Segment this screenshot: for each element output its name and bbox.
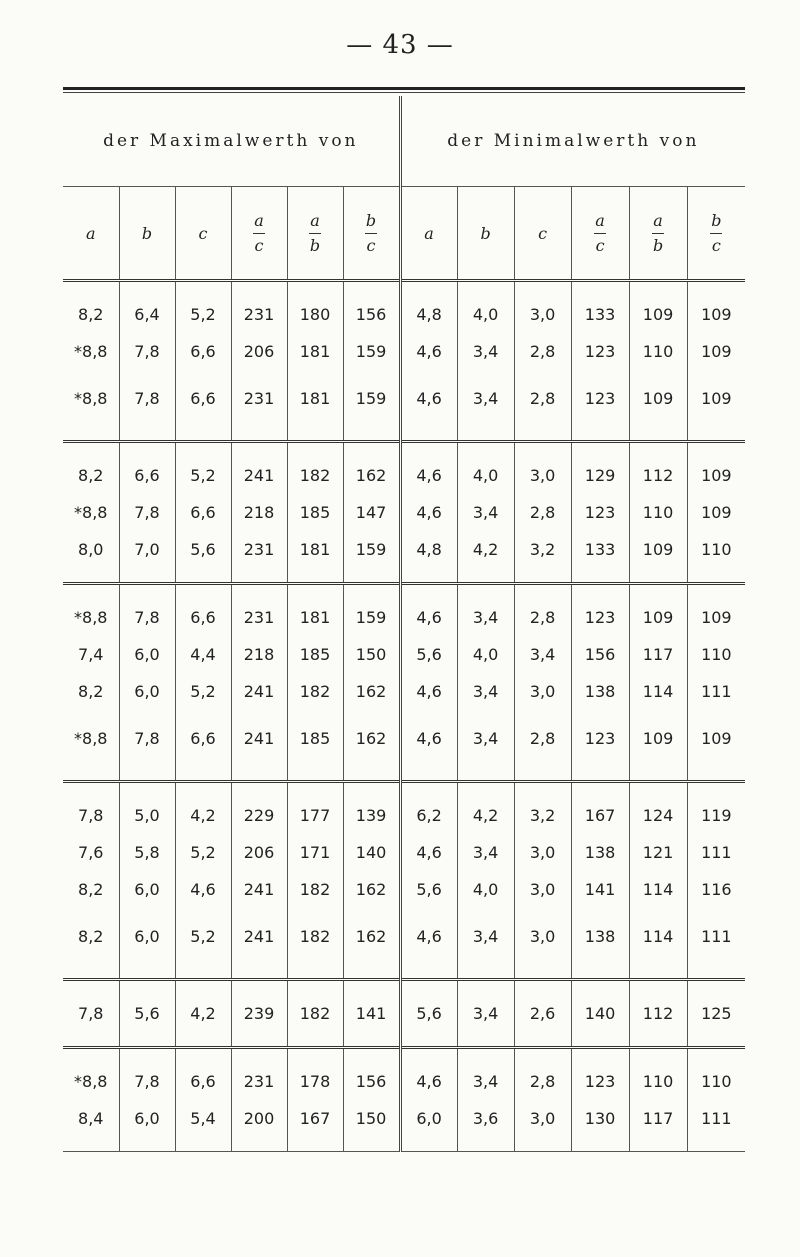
max-value-cell: 182 — [287, 673, 343, 710]
min-value-cell: 109 — [687, 442, 745, 495]
min-value-cell: 2,8 — [514, 1048, 571, 1101]
table-row — [63, 980, 745, 1048]
col-header-label: b — [141, 223, 153, 243]
min-value-cell: 109 — [629, 584, 687, 637]
fraction-numerator: b — [711, 210, 722, 230]
min-value-cell: 2,8 — [514, 494, 571, 531]
max-value-cell: 181 — [287, 333, 343, 370]
max-group-heading: der Maximalwerth von — [103, 131, 359, 151]
min-value-cell: 110 — [687, 1048, 745, 1101]
min-value-cell: 114 — [629, 871, 687, 908]
col-header-fraction — [253, 212, 265, 255]
min-value-cell: 4,6 — [400, 908, 457, 980]
min-value-cell: 111 — [687, 908, 745, 980]
min-value-cell: 112 — [629, 442, 687, 495]
max-value-cell: 5,6 — [175, 531, 231, 584]
max-value-cell: 8,4 — [78, 1109, 104, 1128]
max-value-cell: 218 — [231, 494, 287, 531]
max-value-cell: 139 — [343, 782, 400, 835]
min-value-cell: 3,2 — [514, 782, 571, 835]
min-value-cell: 3,4 — [457, 494, 514, 531]
min-value-cell: 2,6 — [514, 980, 571, 1048]
min-value-cell: 4,0 — [457, 871, 514, 908]
max-value-cell: 8,2 — [78, 926, 104, 946]
max-value-cell: 6,6 — [119, 442, 175, 495]
min-value-cell: 5,6 — [400, 980, 457, 1048]
max-value-cell: 4,2 — [175, 980, 231, 1048]
max-value-cell: 181 — [287, 531, 343, 584]
min-value-cell: 138 — [571, 834, 629, 871]
max-value-cell: 6,6 — [175, 710, 231, 782]
max-value-cell: 229 — [231, 782, 287, 835]
min-value-cell: 110 — [629, 333, 687, 370]
min-value-cell: 109 — [629, 370, 687, 442]
min-value-cell: 3,0 — [514, 442, 571, 495]
min-value-cell: 133 — [571, 281, 629, 334]
min-value-cell: 3,6 — [457, 1100, 514, 1152]
max-value-cell: 231 — [231, 531, 287, 584]
fraction-denominator: c — [711, 235, 721, 255]
max-value-cell: 206 — [231, 834, 287, 871]
min-value-cell: 6,2 — [400, 782, 457, 835]
min-value-cell: 4,6 — [400, 494, 457, 531]
max-col-header-4 — [287, 187, 343, 281]
max-value-cell: 241 — [231, 871, 287, 908]
max-value-cell: 150 — [343, 1100, 400, 1152]
row-group — [63, 1048, 745, 1152]
max-value-cell: *8,8 — [74, 1072, 108, 1091]
max-value-cell: 231 — [231, 584, 287, 637]
max-value-cell: 150 — [343, 636, 400, 673]
fraction-numerator: a — [254, 210, 264, 230]
max-value-cell: 206 — [231, 333, 287, 370]
table-row — [63, 673, 745, 710]
table-row — [63, 782, 745, 835]
max-value-cell: 162 — [343, 710, 400, 782]
min-value-cell: 4,6 — [400, 1048, 457, 1101]
min-value-cell: 2,8 — [514, 370, 571, 442]
min-col-header-5 — [687, 187, 745, 281]
min-value-cell: 3,4 — [457, 370, 514, 442]
min-value-cell: 114 — [629, 673, 687, 710]
max-value-cell: 159 — [343, 370, 400, 442]
min-value-cell: 3,0 — [514, 281, 571, 334]
min-value-cell: 6,0 — [400, 1100, 457, 1152]
min-value-cell: 138 — [571, 673, 629, 710]
min-value-cell: 3,4 — [457, 908, 514, 980]
min-value-cell: 3,4 — [457, 584, 514, 637]
min-value-cell: 2,8 — [514, 333, 571, 370]
max-value-cell: 156 — [343, 1048, 400, 1101]
min-value-cell: 117 — [629, 1100, 687, 1152]
table-row — [63, 281, 745, 334]
min-value-cell: 4,8 — [400, 281, 457, 334]
values-table — [63, 96, 745, 1152]
max-value-cell: 231 — [231, 281, 287, 334]
min-value-cell: 4,2 — [457, 782, 514, 835]
max-value-cell: 5,8 — [119, 834, 175, 871]
max-value-cell: 6,6 — [175, 1048, 231, 1101]
min-value-cell: 4,6 — [400, 710, 457, 782]
max-value-cell: 8,2 — [78, 466, 104, 485]
table-row — [63, 531, 745, 584]
min-value-cell: 109 — [629, 531, 687, 584]
fraction-numerator: a — [653, 210, 663, 230]
min-value-cell: 111 — [687, 673, 745, 710]
min-value-cell: 3,4 — [457, 333, 514, 370]
max-value-cell: 6,0 — [119, 871, 175, 908]
page-number: — 43 — — [346, 30, 454, 60]
max-value-cell: 5,2 — [175, 442, 231, 495]
max-value-cell: 162 — [343, 908, 400, 980]
min-value-cell: 110 — [629, 1048, 687, 1101]
min-value-cell: 3,2 — [514, 531, 571, 584]
max-value-cell: 6,4 — [119, 281, 175, 334]
max-value-cell: 5,2 — [175, 281, 231, 334]
table-row — [63, 442, 745, 495]
col-header-fraction — [710, 212, 722, 255]
min-value-cell: 130 — [571, 1100, 629, 1152]
max-value-cell: 5,2 — [175, 834, 231, 871]
col-header-label: a — [424, 223, 434, 243]
col-header-label: a — [85, 223, 96, 243]
max-value-cell: 7,6 — [78, 843, 104, 862]
col-header-fraction — [365, 212, 377, 255]
min-value-cell: 123 — [571, 370, 629, 442]
min-value-cell: 4,8 — [400, 531, 457, 584]
max-value-cell: 181 — [287, 370, 343, 442]
min-value-cell: 109 — [687, 584, 745, 637]
top-rule — [63, 87, 745, 90]
max-value-cell: 7,8 — [119, 370, 175, 442]
max-value-cell: *8,8 — [74, 342, 108, 361]
min-value-cell: 123 — [571, 584, 629, 637]
min-value-cell: 109 — [629, 281, 687, 334]
max-value-cell: 6,0 — [119, 673, 175, 710]
min-value-cell: 156 — [571, 636, 629, 673]
col-header-fraction — [652, 212, 664, 255]
min-value-cell: 121 — [629, 834, 687, 871]
max-value-cell: 178 — [287, 1048, 343, 1101]
max-col-header-5 — [343, 187, 400, 281]
min-value-cell: 116 — [687, 871, 745, 908]
min-value-cell: 4,6 — [400, 584, 457, 637]
min-col-header-1 — [457, 187, 514, 281]
min-col-header-2 — [514, 187, 571, 281]
max-value-cell: 7,8 — [119, 710, 175, 782]
min-value-cell: 4,6 — [400, 370, 457, 442]
max-value-cell: 5,2 — [175, 673, 231, 710]
table-row — [63, 584, 745, 637]
max-value-cell: 6,6 — [175, 584, 231, 637]
max-value-cell: 159 — [343, 333, 400, 370]
min-value-cell: 110 — [687, 531, 745, 584]
max-value-cell: 185 — [287, 636, 343, 673]
fraction-denominator: b — [652, 235, 664, 255]
fraction-denominator: c — [254, 235, 264, 255]
fraction-denominator: c — [595, 235, 605, 255]
max-value-cell: 185 — [287, 710, 343, 782]
max-value-cell: 7,8 — [78, 806, 104, 825]
min-value-cell: 4,6 — [400, 834, 457, 871]
max-value-cell: 7,4 — [78, 645, 104, 664]
max-value-cell: 167 — [287, 1100, 343, 1152]
min-value-cell: 4,6 — [400, 333, 457, 370]
max-value-cell: 4,2 — [175, 782, 231, 835]
max-value-cell: 218 — [231, 636, 287, 673]
min-value-cell: 4,0 — [457, 281, 514, 334]
max-col-header-2 — [175, 187, 231, 281]
min-value-cell: 4,6 — [400, 673, 457, 710]
max-value-cell: 7,8 — [119, 494, 175, 531]
top-rule-thin — [63, 92, 745, 93]
min-col-header-0 — [400, 187, 457, 281]
min-value-cell: 125 — [687, 980, 745, 1048]
col-header-label: c — [538, 223, 548, 243]
row-group — [63, 782, 745, 980]
min-col-header-4 — [629, 187, 687, 281]
max-value-cell: 182 — [287, 442, 343, 495]
min-value-cell: 109 — [687, 281, 745, 334]
min-value-cell: 123 — [571, 710, 629, 782]
min-value-cell: 111 — [687, 834, 745, 871]
fraction-bar — [309, 233, 321, 234]
max-value-cell: 6,0 — [119, 636, 175, 673]
max-value-cell: 241 — [231, 673, 287, 710]
max-value-cell: 185 — [287, 494, 343, 531]
max-col-header-1 — [119, 187, 175, 281]
max-value-cell: 8,2 — [78, 305, 104, 324]
table-row — [63, 1048, 745, 1101]
max-value-cell: 147 — [343, 494, 400, 531]
min-value-cell: 141 — [571, 871, 629, 908]
table-row — [63, 494, 745, 531]
min-value-cell: 3,0 — [514, 908, 571, 980]
min-value-cell: 3,0 — [514, 1100, 571, 1152]
col-header-fraction — [309, 212, 321, 255]
max-value-cell: 4,6 — [175, 871, 231, 908]
min-value-cell: 138 — [571, 908, 629, 980]
fraction-numerator: b — [365, 210, 377, 230]
table-row — [63, 871, 745, 908]
min-value-cell: 3,0 — [514, 834, 571, 871]
max-value-cell: 182 — [287, 980, 343, 1048]
max-value-cell: 7,8 — [119, 1048, 175, 1101]
min-value-cell: 5,6 — [400, 871, 457, 908]
max-value-cell: 171 — [287, 834, 343, 871]
max-value-cell: 5,6 — [119, 980, 175, 1048]
min-value-cell: 2,8 — [514, 584, 571, 637]
max-value-cell: 181 — [287, 584, 343, 637]
table-row — [63, 710, 745, 782]
table-row — [63, 908, 745, 980]
max-value-cell: 156 — [343, 281, 400, 334]
max-value-cell: 162 — [343, 442, 400, 495]
table-row — [63, 636, 745, 673]
max-value-cell: 241 — [231, 442, 287, 495]
max-value-cell: 7,0 — [119, 531, 175, 584]
min-value-cell: 167 — [571, 782, 629, 835]
max-value-cell: 162 — [343, 673, 400, 710]
max-value-cell: *8,8 — [74, 503, 108, 522]
fraction-denominator: c — [366, 235, 376, 255]
max-col-header-0 — [63, 187, 119, 281]
row-group — [63, 281, 745, 442]
min-value-cell: 123 — [571, 494, 629, 531]
max-value-cell: 182 — [287, 908, 343, 980]
fraction-bar — [652, 233, 664, 234]
max-value-cell: 200 — [231, 1100, 287, 1152]
min-value-cell: 110 — [629, 494, 687, 531]
max-col-header-3 — [231, 187, 287, 281]
min-value-cell: 2,8 — [514, 710, 571, 782]
min-value-cell: 3,4 — [457, 710, 514, 782]
max-value-cell: 182 — [287, 871, 343, 908]
min-value-cell: 3,4 — [514, 636, 571, 673]
max-value-cell: 6,6 — [175, 494, 231, 531]
min-value-cell: 3,4 — [457, 1048, 514, 1101]
min-value-cell: 117 — [629, 636, 687, 673]
max-value-cell: 5,0 — [119, 782, 175, 835]
min-value-cell: 109 — [687, 370, 745, 442]
max-value-cell: 162 — [343, 871, 400, 908]
max-value-cell: 231 — [231, 1048, 287, 1101]
min-value-cell: 3,4 — [457, 673, 514, 710]
fraction-denominator: b — [309, 235, 321, 255]
fraction-numerator: a — [595, 210, 605, 230]
fraction-numerator: a — [310, 210, 320, 230]
max-value-cell: 6,0 — [119, 1100, 175, 1152]
table-row — [63, 333, 745, 370]
min-value-cell: 109 — [629, 710, 687, 782]
min-value-cell: 124 — [629, 782, 687, 835]
min-value-cell: 123 — [571, 333, 629, 370]
min-value-cell: 112 — [629, 980, 687, 1048]
min-value-cell: 4,6 — [400, 442, 457, 495]
table-row — [63, 834, 745, 871]
fraction-bar — [594, 233, 606, 234]
row-group — [63, 980, 745, 1048]
table-row — [63, 370, 745, 442]
min-col-header-3 — [571, 187, 629, 281]
row-group — [63, 584, 745, 782]
max-value-cell: *8,8 — [74, 388, 108, 408]
max-value-cell: 159 — [343, 531, 400, 584]
max-value-cell: 231 — [231, 370, 287, 442]
max-value-cell: 141 — [343, 980, 400, 1048]
max-value-cell: 4,4 — [175, 636, 231, 673]
min-value-cell: 133 — [571, 531, 629, 584]
fraction-bar — [710, 233, 722, 234]
min-value-cell: 4,0 — [457, 442, 514, 495]
max-value-cell: 239 — [231, 980, 287, 1048]
max-value-cell: 7,8 — [119, 584, 175, 637]
row-group — [63, 442, 745, 584]
min-value-cell: 3,4 — [457, 834, 514, 871]
max-value-cell: 177 — [287, 782, 343, 835]
min-value-cell: 129 — [571, 442, 629, 495]
max-value-cell: 7,8 — [78, 1004, 104, 1023]
col-header-label: b — [480, 223, 491, 243]
min-value-cell: 140 — [571, 980, 629, 1048]
fraction-bar — [365, 233, 377, 234]
max-value-cell: *8,8 — [74, 728, 108, 748]
max-value-cell: *8,8 — [74, 608, 108, 627]
min-value-cell: 3,4 — [457, 980, 514, 1048]
table-header — [63, 96, 745, 281]
max-value-cell: 180 — [287, 281, 343, 334]
min-value-cell: 3,0 — [514, 673, 571, 710]
table-row — [63, 1100, 745, 1152]
min-value-cell: 119 — [687, 782, 745, 835]
max-value-cell: 5,4 — [175, 1100, 231, 1152]
min-value-cell: 111 — [687, 1100, 745, 1152]
max-value-cell: 241 — [231, 710, 287, 782]
min-value-cell: 109 — [687, 710, 745, 782]
max-value-cell: 5,2 — [175, 908, 231, 980]
max-value-cell: 8,0 — [78, 540, 104, 559]
min-value-cell: 114 — [629, 908, 687, 980]
min-value-cell: 110 — [687, 636, 745, 673]
max-value-cell: 6,0 — [119, 908, 175, 980]
max-value-cell: 241 — [231, 908, 287, 980]
min-value-cell: 3,0 — [514, 871, 571, 908]
min-value-cell: 4,0 — [457, 636, 514, 673]
max-value-cell: 7,8 — [119, 333, 175, 370]
min-value-cell: 5,6 — [400, 636, 457, 673]
max-value-cell: 8,2 — [78, 880, 104, 899]
max-value-cell: 159 — [343, 584, 400, 637]
min-group-heading: der Minimalwerth von — [400, 96, 745, 187]
col-header-fraction — [594, 212, 606, 255]
max-value-cell: 140 — [343, 834, 400, 871]
max-value-cell: 6,6 — [175, 370, 231, 442]
min-value-cell: 123 — [571, 1048, 629, 1101]
min-value-cell: 4,2 — [457, 531, 514, 584]
min-value-cell: 109 — [687, 494, 745, 531]
max-value-cell: 8,2 — [78, 682, 104, 701]
max-value-cell: 6,6 — [175, 333, 231, 370]
col-header-label: c — [198, 223, 208, 243]
min-value-cell: 109 — [687, 333, 745, 370]
fraction-bar — [253, 233, 265, 234]
